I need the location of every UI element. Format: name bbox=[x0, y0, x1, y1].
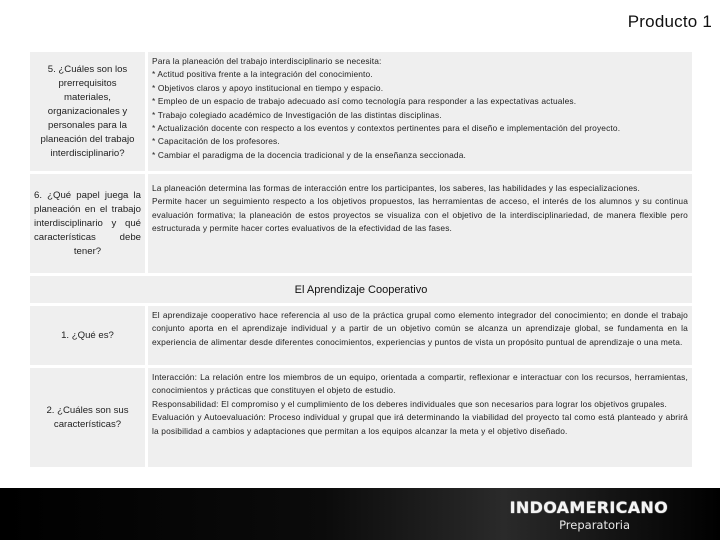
answer-line: * Actitud positiva frente a la integración del conocimiento. bbox=[152, 69, 373, 80]
table-row bbox=[30, 52, 692, 174]
question-cell: 2. ¿Cuáles son sus características? bbox=[30, 368, 148, 467]
answer-cell bbox=[148, 306, 692, 365]
slide-title: Producto 1 bbox=[627, 12, 712, 31]
answer-line: * Cambiar el paradigma de la docencia tradicional y de la enseñanza seccionada. bbox=[152, 149, 466, 160]
footer-bar bbox=[0, 488, 720, 540]
content-table bbox=[30, 52, 692, 470]
answer-line: Para la planeación del trabajo interdisciplinario se necesita: bbox=[152, 56, 382, 66]
table-row bbox=[30, 306, 692, 368]
answer-line: Interacción: La relación entre los miembros de un equipo, orientada a compartir, reflexionar e interactuar con los recursos, herramientas, conocimientos y prácticas que constituyen el objeto de estudio. bbox=[152, 372, 688, 396]
answer-line: * Capacitación de los profesores. bbox=[152, 136, 280, 147]
answer-line: * Trabajo colegiado académico de Investigación de las distintas disciplinas. bbox=[152, 109, 442, 120]
table-row bbox=[30, 174, 692, 276]
answer-line: Permite hacer un seguimiento respecto a los objetivos propuestos, las herramientas de acceso, el interés de los alumnos y su continua evaluación formativa; la planeación de estos proyectos se visualiza con el objetivo de la interdisciplinariedad, de manera flexible pero estructurada y permite hacer cortes evaluativos de la efectividad de las fases. bbox=[152, 196, 688, 234]
answer-line: La planeación determina las formas de interacción entre los participantes, los saberes, las habilidades y las especializaciones. bbox=[152, 183, 640, 193]
answer-line: Responsabilidad: El compromiso y el cumplimiento de los deberes individuales que son necesarios para lograr los objetivos grupales. bbox=[152, 398, 667, 409]
answer-line: * Objetivos claros y apoyo institucional en tiempo y espacio. bbox=[152, 82, 384, 93]
answer-line: El aprendizaje cooperativo hace referencia al uso de la práctica grupal como elemento integrador del conocimiento; en donde el trabajo conjunto aporta en el aprendizaje individual y a partir de un objetivo común se alcanza un aprendizaje global, se fundamenta en la experiencia de alimentar desde diferentes conocimientos, experiencias y puntos de vista un propósito puntual de aprendizaje o una meta. bbox=[152, 310, 688, 347]
answer-cell bbox=[148, 52, 692, 171]
question-cell: 5. ¿Cuáles son los prerrequisitos materiales, organizacionales y personales para la planeación del trabajo interdisciplinario? bbox=[30, 52, 148, 171]
brand-subtitle: Preparatoria bbox=[559, 518, 630, 532]
answer-line: * Empleo de un espacio de trabajo adecuado así como tecnología para responder a las expectativas actuales. bbox=[152, 96, 577, 107]
table-row bbox=[30, 368, 692, 470]
answer-line: * Actualización docente con respecto a los eventos y contextos pertinentes para el diseño e implementación del proyecto. bbox=[152, 123, 621, 134]
question-cell: 6. ¿Qué papel juega la planeación en el trabajo interdisciplinario y qué características debe tener? bbox=[30, 174, 148, 273]
answer-cell bbox=[148, 368, 692, 467]
answer-line: Evaluación y Autoevaluación: Proceso individual y grupal que irá determinando la viabilidad del proyecto tal como está planteado y abrirá la posibilidad a cambios y adaptaciones que permitan a los equipos alcanzar la meta y el objetivo diseñado. bbox=[152, 412, 688, 436]
brand-logo bbox=[510, 498, 668, 532]
answer-cell bbox=[148, 174, 692, 273]
brand-name: INDOAMERICANO bbox=[509, 498, 668, 517]
section-heading: El Aprendizaje Cooperativo bbox=[30, 276, 692, 306]
question-cell: 1. ¿Qué es? bbox=[30, 306, 148, 365]
